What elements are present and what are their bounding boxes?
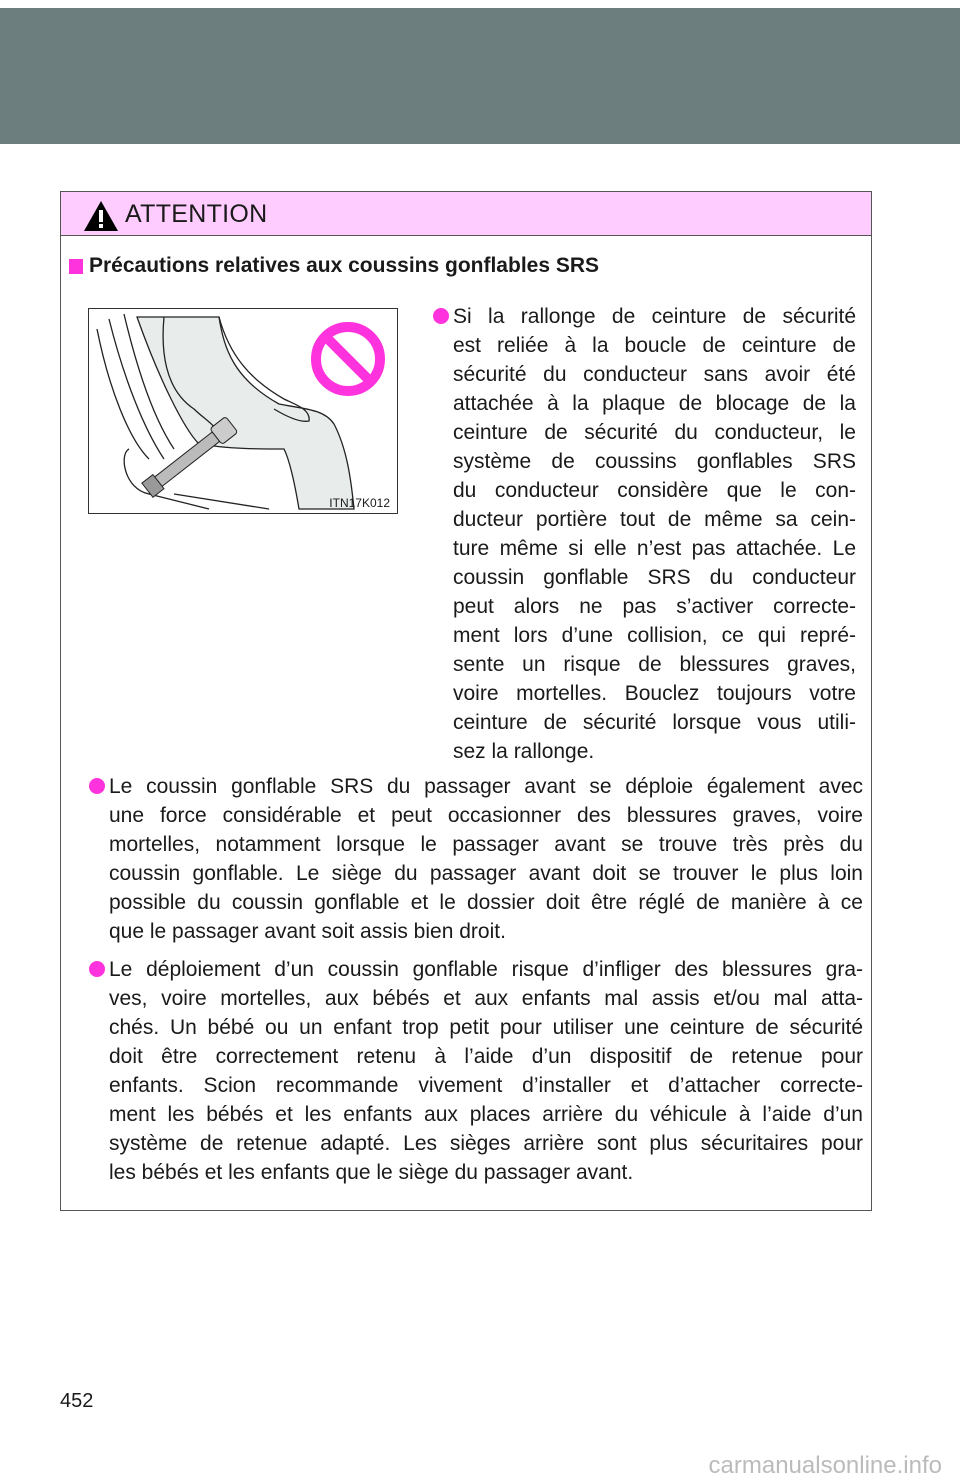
attention-title: ATTENTION [125, 200, 268, 228]
text-line: voire mortelles. Bouclez toujours votre [453, 682, 856, 705]
text-line: une force considérable et peut occasionner des blessures graves, voire [109, 804, 863, 827]
round-bullet-icon [89, 778, 105, 794]
bullet-text [453, 302, 856, 766]
figure-label: ITN17K012 [329, 496, 390, 510]
text-line: ves, voire mortelles, aux bébés et aux enfants mal assis et/ou mal atta- [109, 987, 863, 1010]
text-line: ment lors d’une collision, ce qui repré- [453, 624, 856, 647]
text-line: système de coussins gonflables SRS [453, 450, 856, 473]
header-band [0, 8, 960, 144]
seated-person-illustration [89, 309, 397, 513]
text-line: est reliée à la boucle de ceinture de [453, 334, 856, 357]
watermark: carmanualsonline.info [708, 1452, 942, 1479]
text-line: possible du coussin gonflable et le dossier doit être réglé de manière à ce [109, 891, 863, 914]
bullet-item [109, 955, 863, 1187]
text-line: sente un risque de blessures graves, [453, 653, 856, 676]
text-line: coussin gonflable SRS du conducteur [453, 566, 856, 589]
bullet-text [109, 955, 863, 1187]
seatbelt-illustration [88, 308, 398, 514]
bullet-text [109, 772, 863, 946]
text-line: Si la rallonge de ceinture de sécurité [453, 305, 856, 328]
text-line: doit être correctement retenu à l’aide d’un dispositif de retenue pour [109, 1045, 863, 1068]
text-line: ture même si elle n’est pas attachée. Le [453, 537, 856, 560]
text-line: du conducteur considère que le con- [453, 479, 856, 502]
section-title [69, 254, 599, 278]
text-line: que le passager avant soit assis bien droit. [109, 920, 506, 943]
text-line: ducteur portière tout de même sa cein- [453, 508, 856, 531]
text-line: Le déploiement d’un coussin gonflable risque d’infliger des blessures gra- [109, 958, 863, 981]
text-line: chés. Un bébé ou un enfant trop petit pour utiliser une ceinture de sécurité [109, 1016, 863, 1039]
square-bullet-icon [69, 259, 83, 274]
bullet-item [109, 772, 863, 946]
text-line: attachée à la plaque de blocage de la [453, 392, 856, 415]
text-line: sez la rallonge. [453, 740, 595, 763]
attention-box [60, 191, 872, 1211]
text-line: ceinture de sécurité du conducteur, le [453, 421, 856, 444]
attention-header [61, 192, 871, 236]
round-bullet-icon [433, 308, 449, 324]
text-line: ment les bébés et les enfants aux places arrière du véhicule à l’aide d’un [109, 1103, 863, 1126]
text-line: sécurité du conducteur sans avoir été [453, 363, 856, 386]
text-line: système de retenue adapté. Les sièges arrière sont plus sécuritaires pour [109, 1132, 863, 1155]
text-line: peut alors ne pas s’activer correcte- [453, 595, 856, 618]
page-number: 452 [60, 1390, 94, 1412]
section-title-text: Précautions relatives aux coussins gonflables SRS [89, 254, 600, 277]
text-line: les bébés et les enfants que le siège du passager avant. [109, 1161, 634, 1184]
bullet-item [453, 302, 856, 766]
text-line: ceinture de sécurité lorsque vous utili- [453, 711, 856, 734]
text-line: Le coussin gonflable SRS du passager avant se déploie également avec [109, 775, 863, 798]
text-line: enfants. Scion recommande vivement d’installer et d’attacher correcte- [109, 1074, 863, 1097]
text-line: coussin gonflable. Le siège du passager avant doit se trouver le plus loin [109, 862, 863, 885]
warning-triangle-icon [83, 200, 119, 232]
round-bullet-icon [89, 961, 105, 977]
text-line: mortelles, notamment lorsque le passager avant se trouve très près du [109, 833, 863, 856]
